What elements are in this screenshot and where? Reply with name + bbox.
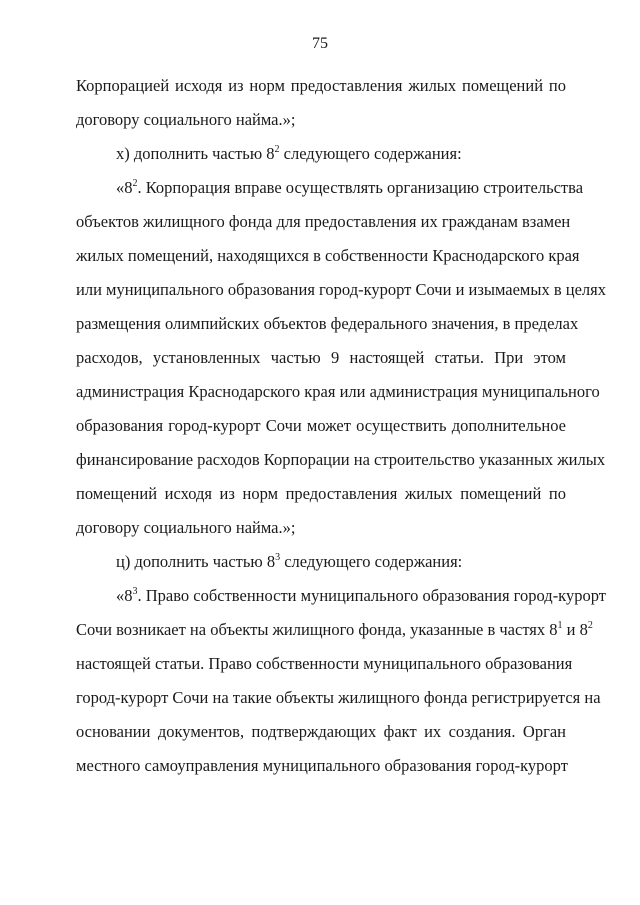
text-line: Сочи возникает на объекты жилищного фонда, указанные в частях $8^1$ и $8^2$ [76, 619, 593, 639]
text-line: ц) дополнить частью $8^3$ следующего содержания: [116, 551, 463, 571]
text-line: жилых помещений, находящихся в собственности Краснодарского края [76, 246, 580, 265]
text-line: размещения олимпийских объектов федерального значения, в пределах [76, 314, 579, 333]
text-line: местного самоуправления муниципального образования город-курорт [76, 756, 568, 775]
text-line: финансирование расходов Корпорации на строительство указанных жилых [76, 450, 606, 469]
text-line: основании документов, подтверждающих факт их создания. Орган [76, 722, 566, 741]
document-body [76, 76, 606, 790]
text-line: расходов, установленных частью 9 настоящей статьи. При этом [76, 348, 566, 367]
text-line: объектов жилищного фонда для предоставления их гражданам взамен [76, 212, 571, 231]
text-line: настоящей статьи. Право собственности муниципального образования [76, 654, 573, 673]
text-line: договору социального найма.»; [76, 110, 296, 129]
text-line: х) дополнить частью $8^2$ следующего содержания: [116, 143, 462, 163]
page-number: 75 [312, 35, 328, 52]
text-line: «$8^3$. Право собственности муниципального образования город-курорт [116, 585, 606, 605]
text-line: Корпорацией исходя из норм предоставления жилых помещений по [76, 76, 566, 95]
text-line: договору социального найма.»; [76, 518, 296, 537]
text-line: или муниципального образования город-курорт Сочи и изымаемых в целях [76, 280, 606, 299]
text-line: «$8^2$. Корпорация вправе осуществлять организацию строительства [116, 177, 584, 197]
text-line: образования город-курорт Сочи может осуществить дополнительное [76, 416, 566, 435]
text-line: помещений исходя из норм предоставления жилых помещений по [76, 484, 566, 503]
text-line: город-курорт Сочи на такие объекты жилищного фонда регистрируется на [76, 688, 601, 707]
text-line: администрация Краснодарского края или администрация муниципального [76, 382, 600, 401]
